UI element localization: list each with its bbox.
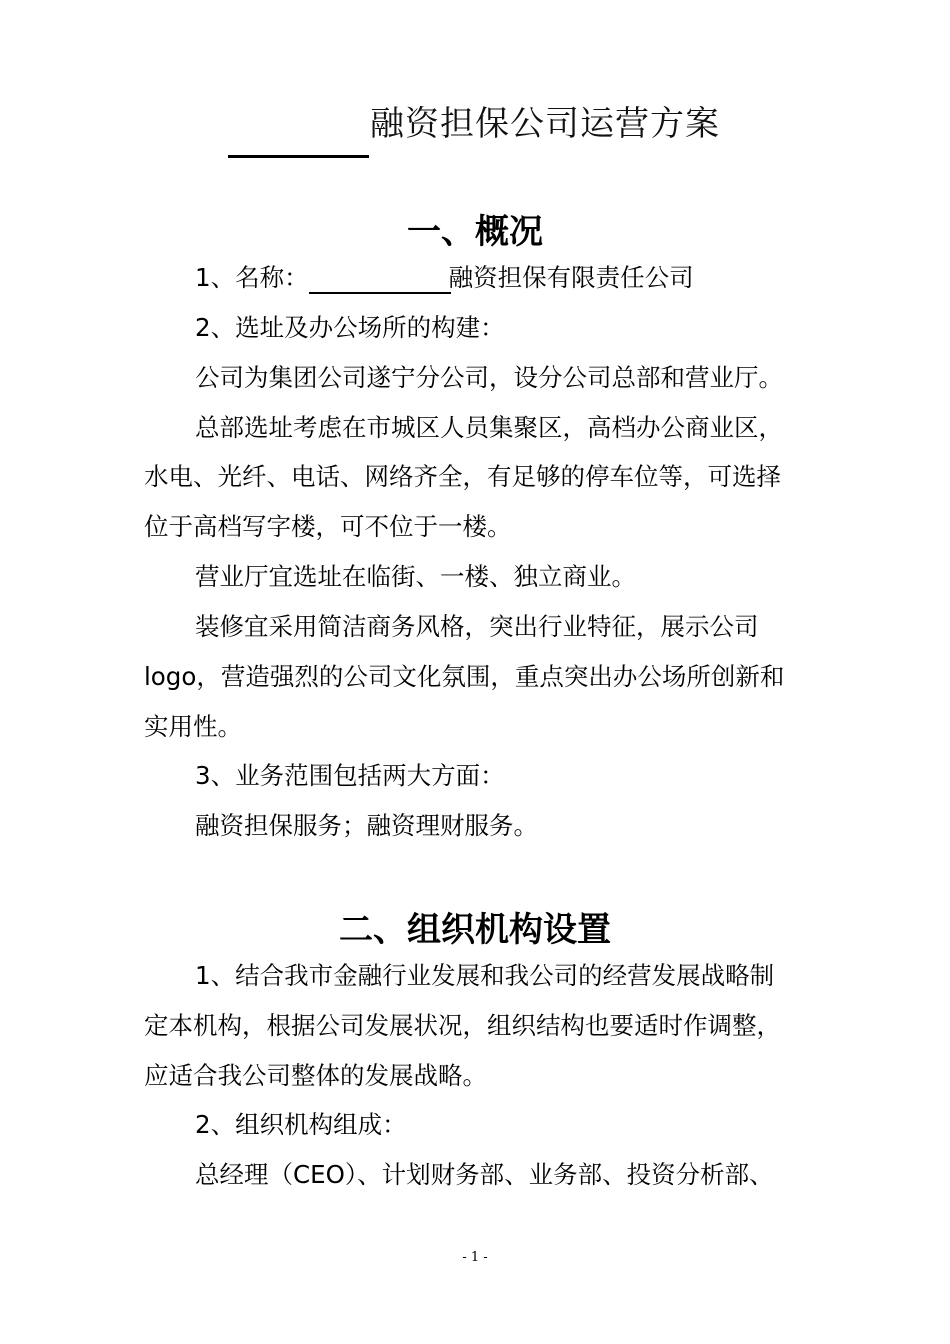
paragraph: 装修宜采用简洁商务风格，突出行业特征，展示公司	[195, 612, 759, 641]
paragraph: 位于高档写字楼，可不位于一楼。	[144, 512, 512, 541]
paragraph: 公司为集团公司遂宁分公司，设分公司总部和营业厅。	[195, 363, 783, 392]
paragraph: 营业厅宜选址在临街、一楼、独立商业。	[195, 562, 636, 591]
name-value: 融资担保有限责任公司	[448, 263, 694, 292]
item-org-composition: 2、组织机构组成：	[195, 1110, 407, 1139]
paragraph: 1、结合我市金融行业发展和我公司的经营发展战略制	[195, 961, 775, 990]
page-number: - 1 -	[462, 1250, 488, 1265]
section-heading-overview: 一、概况	[407, 212, 543, 252]
name-label: 1、名称：	[195, 263, 309, 292]
item-location: 2、选址及办公场所的构建：	[195, 313, 505, 342]
paragraph: 定本机构，根据公司发展状况，组织结构也要适时作调整，	[144, 1011, 781, 1040]
paragraph: 水电、光纤、电话、网络齐全，有足够的停车位等，可选择	[144, 462, 781, 491]
paragraph: 总经理（CEO）、计划财务部、业务部、投资分析部、	[195, 1160, 774, 1189]
title-blank-underline	[228, 155, 369, 158]
name-line	[195, 262, 865, 294]
paragraph: 实用性。	[144, 712, 242, 741]
section-heading-organization: 二、组织机构设置	[339, 910, 611, 950]
item-business-scope: 3、业务范围包括两大方面：	[195, 761, 505, 790]
name-blank	[309, 270, 451, 294]
paragraph: 融资担保服务；融资理财服务。	[195, 811, 538, 840]
paragraph: 应适合我公司整体的发展战略。	[144, 1061, 487, 1090]
paragraph: logo，营造强烈的公司文化氛围，重点突出办公场所创新和	[144, 662, 785, 691]
paragraph: 总部选址考虑在市城区人员集聚区，高档办公商业区，	[195, 413, 783, 442]
document-title: 融资担保公司运营方案	[370, 104, 720, 144]
